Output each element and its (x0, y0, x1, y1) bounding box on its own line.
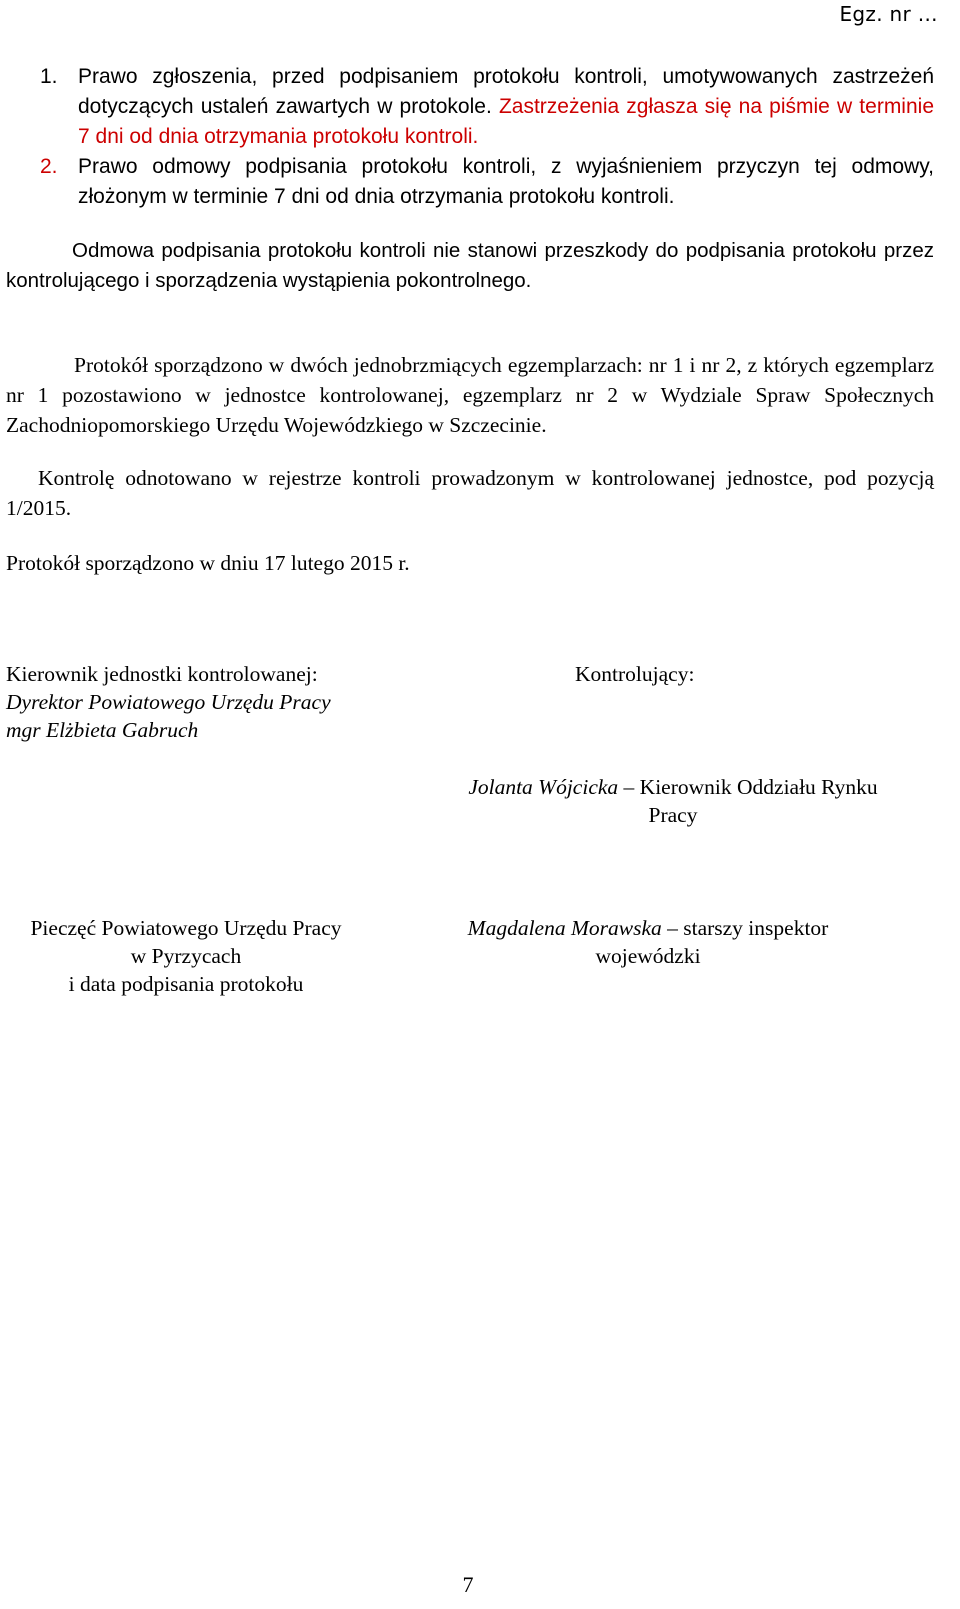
date-paragraph (6, 548, 934, 578)
refusal-paragraph (6, 236, 934, 296)
unit-head-role: Dyrektor Powiatowego Urzędu Pracy (6, 690, 331, 714)
inspector2-role-cont: wojewódzki (595, 944, 701, 968)
stamp-block (4, 914, 368, 998)
page-number: 7 (462, 1572, 474, 1597)
date-text: Protokół sporządzono w dniu 17 lutego 2015 r. (6, 551, 410, 575)
inspector2-name: Magdalena Morawska (467, 916, 662, 940)
stamp-line: w Pyrzycach (130, 944, 242, 968)
stamp-line: Pieczęć Powiatowego Urzędu Pracy (30, 916, 342, 940)
inspector1-block (438, 773, 908, 829)
inspector2-block (438, 914, 858, 970)
list-item-text (78, 62, 934, 152)
unit-head-label: Kierownik jednostki kontrolowanej: (6, 662, 318, 686)
unit-head-block (6, 660, 331, 744)
list-item-number: 1. (40, 65, 58, 88)
refusal-text: Odmowa podpisania protokołu kontroli nie stanowi przeszkody do podpisania protokołu przez kontrolującego i sporządzenia wystąpienia pokontrolnego. (6, 239, 934, 292)
unit-head-name: mgr Elżbieta Gabruch (6, 718, 199, 742)
register-text: Kontrolę odnotowano w rejestrze kontroli prowadzonym w kontrolowanej jednostce, pod pozycją 1/2015. (6, 466, 934, 520)
list-item-text: Prawo odmowy podpisania protokołu kontroli, z wyjaśnieniem przyczyn tej odmowy, złożonym w terminie 7 dni od dnia otrzymania protokołu kontroli. (78, 155, 934, 208)
list-item-text-main: Prawo zgłoszenia, przed podpisaniem protokołu kontroli, umotywowanych zastrzeżeń dotyczących ustaleń zawartych w protokole. (78, 65, 934, 118)
inspector1-name: Jolanta Wójcicka (468, 775, 619, 799)
inspector-label: Kontrolujący: (575, 662, 695, 686)
copies-paragraph (6, 350, 934, 440)
copy-number-label: Egz. nr … (839, 2, 938, 26)
inspector2-line (438, 914, 858, 942)
inspector1-line (438, 773, 908, 801)
copies-text: Protokół sporządzono w dwóch jednobrzmiących egzemplarzach: nr 1 i nr 2, z których egzemplarz nr 1 pozostawiono w jednostce kontrolowanej, egzemplarz nr 2 w Wydziale Spraw Społecznych Zachodniopomorskiego Urzędu Wojewódzkiego w Szczecinie. (6, 353, 934, 437)
list-item (40, 62, 934, 152)
inspector1-role-cont: Pracy (648, 803, 698, 827)
inspector2-role: – starszy inspektor (661, 916, 829, 940)
list-item (40, 152, 934, 212)
stamp-line: i data podpisania protokołu (68, 972, 304, 996)
list-item-number: 2. (40, 155, 58, 178)
list-item-text-highlight: Zastrzeżenia zgłasza się na piśmie w terminie 7 dni od dnia otrzymania protokołu kontroli. (78, 95, 934, 148)
register-paragraph (6, 463, 934, 523)
inspector1-role: – Kierownik Oddziału Rynku (618, 775, 878, 799)
